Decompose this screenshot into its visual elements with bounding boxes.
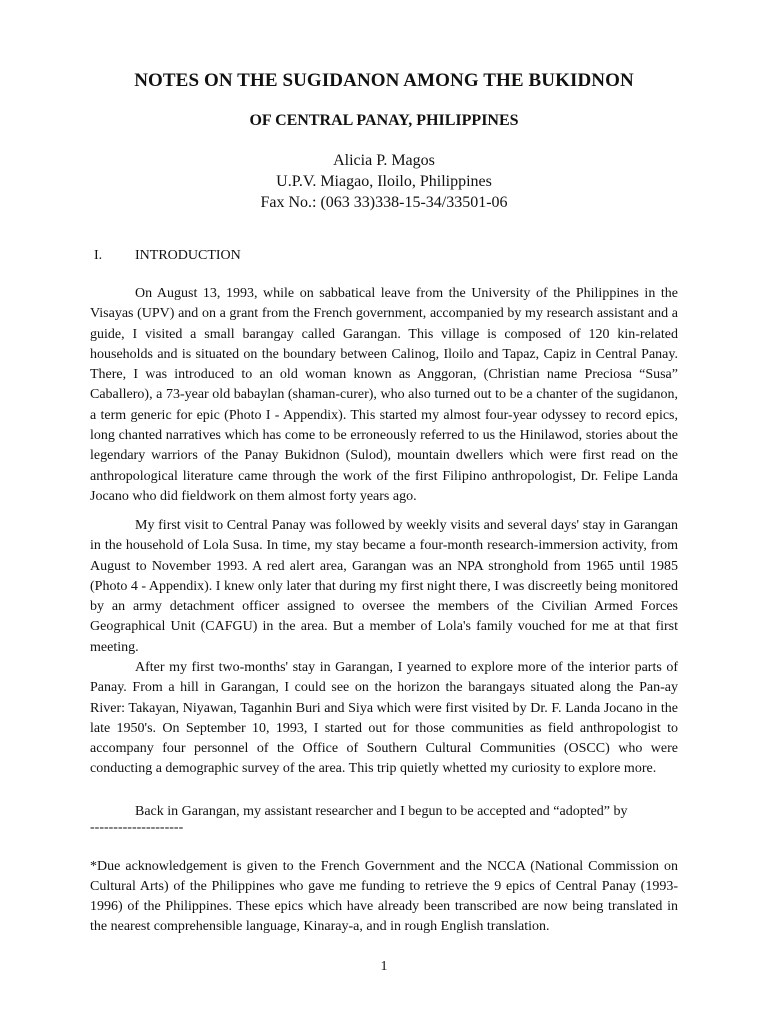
document-subtitle: OF CENTRAL PANAY, PHILIPPINES [249,112,519,129]
body-paragraph: Back in Garangan, my assistant researcher and I begun to be accepted and “adopted” by [135,804,628,819]
section-title: INTRODUCTION [135,248,241,263]
body-paragraph: On August 13, 1993, while on sabbatical leave from the University of the Philippines in the Visayas (UPV) and on a grant from the French government, accompanied by my research assistant and a guide, I visited a small barangay called Garangan. This village is composed of 120 kin-related households and is situated on the boundary between Calinog, Iloilo and Tapaz, Capiz in Central Panay. There, I was introduced to an old woman known as Anggoran, (Christian name Preciosa “Susa” Caballero), a 73-year old babaylan (shaman-curer), who also turned out to be a chanter of the sugidanon, a term generic for epic (Photo I - Appendix). This started my almost four-year odyssey to record epics, long chanted narratives which has come to be erroneously referred to us the Hinilawod, stories about the legendary warriors of the Panay Bukidnon (Sulod), mountain dwellers which were first read on the anthropological literature came through the work of the first Filipino anthropologist, Dr. Felipe Landa Jocano who did fieldwork on them almost forty years ago. [90,286,678,504]
footnote: *Due acknowledgement is given to the French Government and the NCCA (National Commission on Cultural Arts) of the Philippines who gave me funding to retrieve the 9 epics of Central Panay (1993-1996) of the Philippines. These epics which have already been transcribed are now being translated in the nearest comprehensible language, Kinaray-a, and in rough English translation. [90,859,678,934]
author-name: Alicia P. Magos [333,152,435,169]
page-number: 1 [380,959,388,974]
author-fax: Fax No.: (063 33)338-15-34/33501-06 [260,194,508,211]
body-paragraph: After my first two-months' stay in Garangan, I yearned to explore more of the interior parts of Panay. From a hill in Garangan, I could see on the horizon the barangays situated along the Pan-ay River: Takayan, Niyawan, Taganhin Buri and Siya which were first visited by Dr. F. Landa Jocano in the late 1950's. On September 10, 1993, I started out for those communities as field anthropologist to accompany four personnel of the Office of Southern Cultural Communities (OSCC) who were conducting a demographic survey of the area. This trip quietly whetted my curiosity to explore more. [90,660,678,777]
section-number: I. [94,248,103,263]
body-paragraph: My first visit to Central Panay was followed by weekly visits and several days' stay in Garangan in the household of Lola Susa. In time, my stay became a four-month research-immersion activity, from August to November 1993. A red alert area, Garangan was an NPA stronghold from 1965 until 1985 (Photo 4 - Appendix). I knew only later that during my first night there, I was discreetly being monitored by an army detachment officer assigned to oversee the members of the Civilian Armed Forces Geographical Unit (CAFGU) in the area. But a member of Lola's family vouched for me at that first meeting. [90,518,678,655]
author-block [0,150,768,213]
footnote-separator: -------------------- [90,820,184,835]
author-affiliation: U.P.V. Miagao, Iloilo, Philippines [276,173,492,190]
section-heading [94,248,241,264]
document-title: NOTES ON THE SUGIDANON AMONG THE BUKIDNON [134,70,634,91]
